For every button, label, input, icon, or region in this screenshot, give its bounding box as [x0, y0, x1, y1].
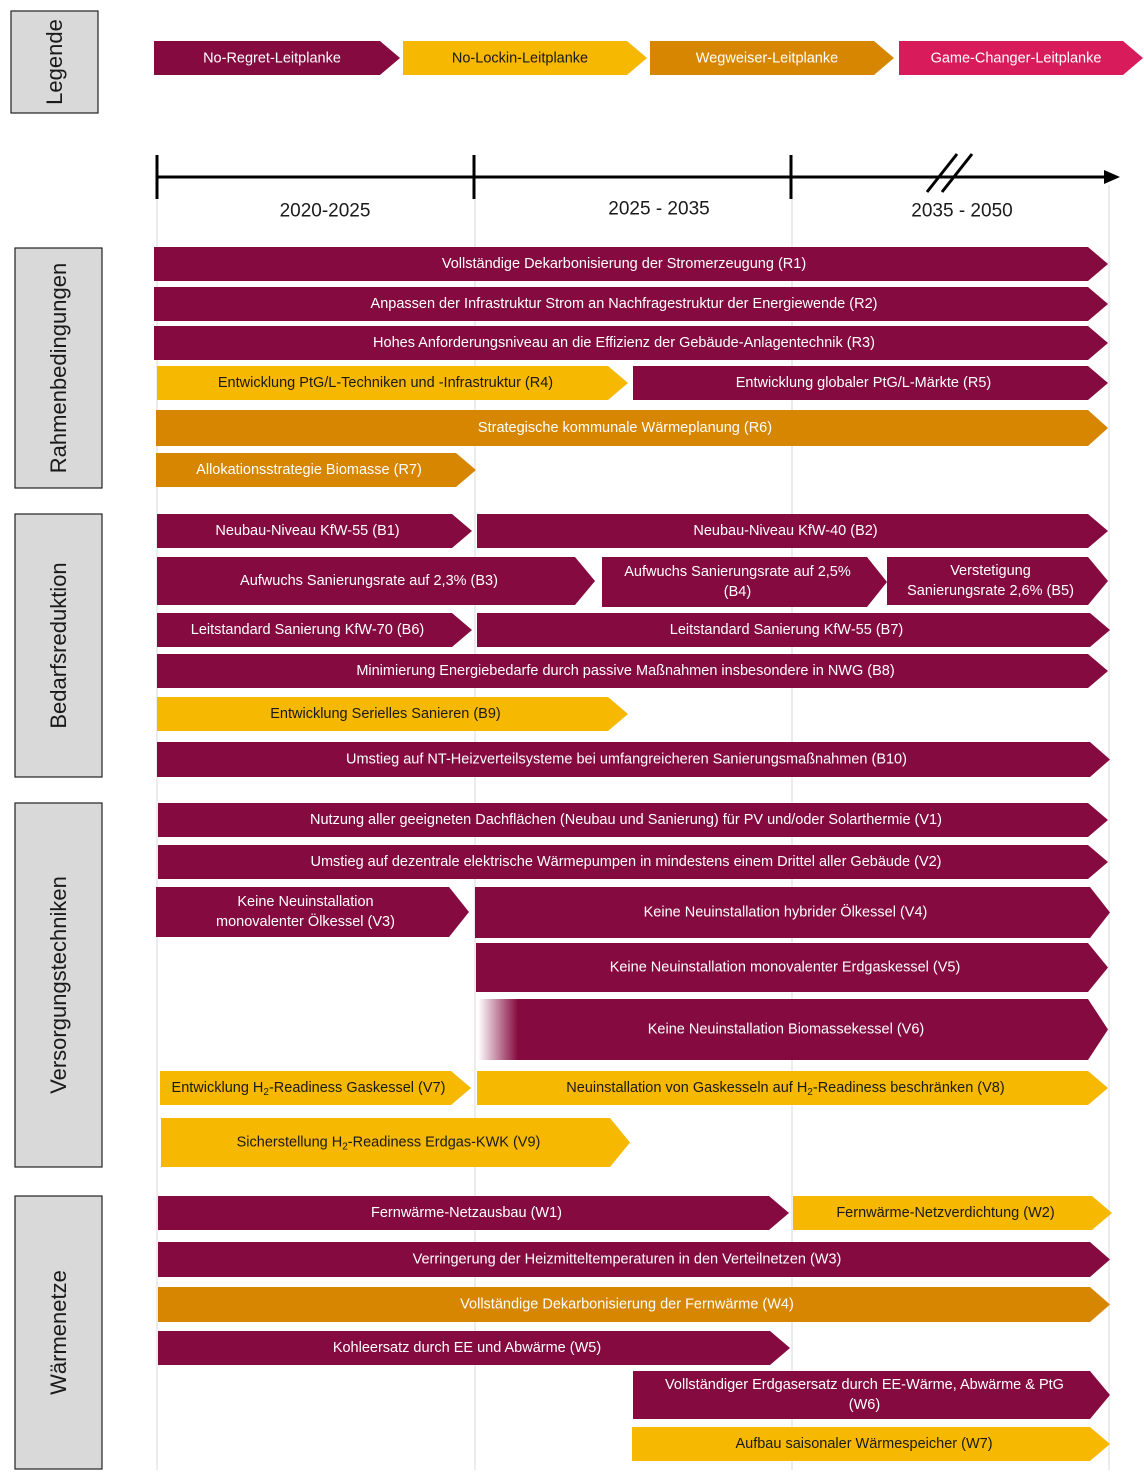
section-versorgungstechniken [15, 803, 102, 1167]
roadmap-bar [632, 1427, 1110, 1461]
legend-item-no-regret [154, 41, 400, 75]
bar-label-subscript: 2 [263, 1086, 269, 1098]
roadmap-bar [793, 1196, 1112, 1230]
roadmap-bar [633, 366, 1108, 400]
roadmap-bar [157, 742, 1110, 777]
bar-label: Keine Neuinstallation hybrider Ölkessel (V4) [643, 904, 928, 921]
roadmap-bar [158, 1331, 790, 1365]
bar-label-part: -Readiness Erdgas-KWK (V9) [347, 1134, 541, 1151]
bar-label: Entwicklung globaler PtG/L-Märkte (R5) [735, 375, 992, 391]
roadmap-bar [475, 887, 1110, 938]
legend-item-label: No-Regret-Leitplanke [203, 50, 341, 67]
roadmap-bar [602, 557, 887, 607]
bar-label: Leitstandard Sanierung KfW-70 (B6) [190, 622, 425, 638]
bar-label: Nutzung aller geeigneten Dachflächen (Neubau und Sanierung) für PV und/oder Solarthermie (V1) [310, 812, 942, 828]
roadmap-bar [156, 887, 469, 937]
roadmap-bar [157, 697, 628, 731]
bar-label: (W6) [848, 1397, 881, 1413]
section-rahmenbedingungen [15, 248, 102, 488]
section-waermenetze-label: Wärmenetze [46, 1270, 71, 1395]
bar-label [172, 1080, 446, 1098]
legend-item-label: Wegweiser-Leitplanke [695, 50, 839, 67]
roadmap-bar [158, 845, 1108, 879]
section-bedarfsreduktion [15, 514, 102, 777]
bar-label: Leitstandard Sanierung KfW-55 (B7) [669, 622, 904, 638]
bar-label: Verstetigung [950, 563, 1031, 579]
roadmap-bar [157, 557, 595, 605]
section-versorgungstechniken-label: Versorgungstechniken [46, 876, 71, 1094]
roadmap-bar [158, 803, 1108, 837]
bar-label: Strategische kommunale Wärmeplanung (R6) [477, 420, 773, 436]
bar-label-part: Neuinstallation von Gaskesseln auf H [566, 1080, 808, 1096]
roadmap-bar [161, 1118, 630, 1167]
bar-label [237, 1135, 541, 1153]
period-label-3: 2035 - 2050 [911, 200, 1013, 222]
roadmap-bar [158, 1242, 1110, 1277]
bar-label-part: -Readiness Gaskessel (V7) [268, 1080, 446, 1096]
bar-label: Keine Neuinstallation Biomassekessel (V6) [647, 1021, 925, 1038]
roadmap-bar [157, 654, 1108, 688]
roadmap-bar [156, 453, 476, 487]
bar-label-part: -Readiness beschränken (V8) [812, 1080, 1005, 1096]
bar-fade-in [478, 999, 518, 1060]
bar-label: Aufbau saisonaler Wärmespeicher (W7) [735, 1436, 993, 1452]
roadmap-bar [154, 287, 1108, 321]
bar-label: Keine Neuinstallation [237, 894, 374, 910]
legend-item-label: No-Lockin-Leitplanke [451, 50, 589, 67]
bar-label [566, 1080, 1004, 1098]
bar-label: Keine Neuinstallation monovalenter Erdgaskessel (V5) [609, 959, 961, 976]
bar-label: Neubau-Niveau KfW-55 (B1) [215, 523, 400, 539]
bar-label: Sanierungsrate 2,6% (B5) [907, 583, 1074, 599]
timeline-arrowhead [1104, 170, 1120, 184]
roadmap-bar [477, 613, 1110, 647]
legend-item-label: Game-Changer-Leitplanke [930, 50, 1102, 67]
axis-break-icon [927, 154, 972, 192]
roadmap-bar [158, 1287, 1110, 1322]
bar-label: Hohes Anforderungsniveau an die Effizienz der Gebäude-Anlagentechnik (R3) [373, 335, 875, 351]
roadmap-bar [154, 247, 1108, 281]
roadmap-bar [157, 613, 472, 647]
bar-label: Vollständige Dekarbonisierung der Fernwärme (W4) [460, 1296, 794, 1313]
bar-label: Allokationsstrategie Biomasse (R7) [196, 462, 422, 478]
roadmap-bar [477, 514, 1108, 548]
roadmap-bar [477, 1071, 1108, 1105]
bar-label: (B4) [723, 584, 752, 600]
bar-label: Neubau-Niveau KfW-40 (B2) [693, 523, 878, 539]
bar-label-subscript: 2 [807, 1086, 813, 1098]
bar-label: Entwicklung Serielles Sanieren (B9) [270, 706, 501, 722]
roadmap-bar [154, 326, 1108, 360]
bar-label: Aufwuchs Sanierungsrate auf 2,3% (B3) [240, 573, 498, 589]
bar-label: Kohleersatz durch EE und Abwärme (W5) [332, 1340, 602, 1356]
roadmap-bar [158, 1196, 789, 1230]
legend-box-label: Legende [42, 19, 67, 105]
section-rahmenbedingungen-label: Rahmenbedingungen [46, 262, 71, 474]
bar-label: Fernwärme-Netzverdichtung (W2) [836, 1205, 1055, 1221]
bar-label: Fernwärme-Netzausbau (W1) [371, 1205, 562, 1221]
bar-label: monovalenter Ölkessel (V3) [216, 914, 395, 930]
period-label-2: 2025 - 2035 [608, 198, 710, 220]
roadmap-bar [157, 514, 472, 548]
bar-label: Verringerung der Heizmitteltemperaturen in den Verteilnetzen (W3) [412, 1251, 842, 1268]
bar-label: Aufwuchs Sanierungsrate auf 2,5% [624, 564, 851, 580]
bar-label-part: Sicherstellung H [236, 1134, 343, 1151]
roadmap-bar [156, 410, 1108, 446]
section-waermenetze [15, 1196, 102, 1469]
bar-label-part: Entwicklung H [171, 1080, 264, 1096]
bar-label: Vollständiger Erdgasersatz durch EE-Wärme, Abwärme & PtG [665, 1377, 1064, 1393]
roadmap-bar [633, 1371, 1110, 1419]
legend-item-game-changer [899, 41, 1143, 75]
roadmap-bar [476, 943, 1108, 992]
bar-label: Anpassen der Infrastruktur Strom an Nachfragestruktur der Energiewende (R2) [370, 296, 878, 312]
bar-label: Vollständige Dekarbonisierung der Stromerzeugung (R1) [441, 256, 807, 272]
roadmap-bar [157, 366, 628, 400]
bar-label: Umstieg auf dezentrale elektrische Wärmepumpen in mindestens einem Drittel aller Gebäude (V2) [310, 854, 942, 870]
bar-label: Entwicklung PtG/L-Techniken und -Infrastruktur (R4) [217, 375, 554, 391]
legend-item-no-lockin [403, 41, 647, 75]
roadmap-bar [478, 999, 1108, 1060]
section-bedarfsreduktion-label: Bedarfsreduktion [46, 562, 71, 729]
bar-label: Umstieg auf NT-Heizverteilsysteme bei umfangreicheren Sanierungsmaßnahmen (B10) [346, 751, 907, 768]
legend-item-wegweiser [650, 41, 894, 75]
period-label-1: 2020-2025 [279, 200, 371, 222]
roadmap-bar [887, 557, 1108, 605]
roadmap-bar [160, 1071, 471, 1105]
legend-box [11, 11, 98, 113]
bar-label-subscript: 2 [342, 1141, 348, 1152]
bar-label: Minimierung Energiebedarfe durch passive Maßnahmen insbesondere in NWG (B8) [356, 663, 895, 679]
